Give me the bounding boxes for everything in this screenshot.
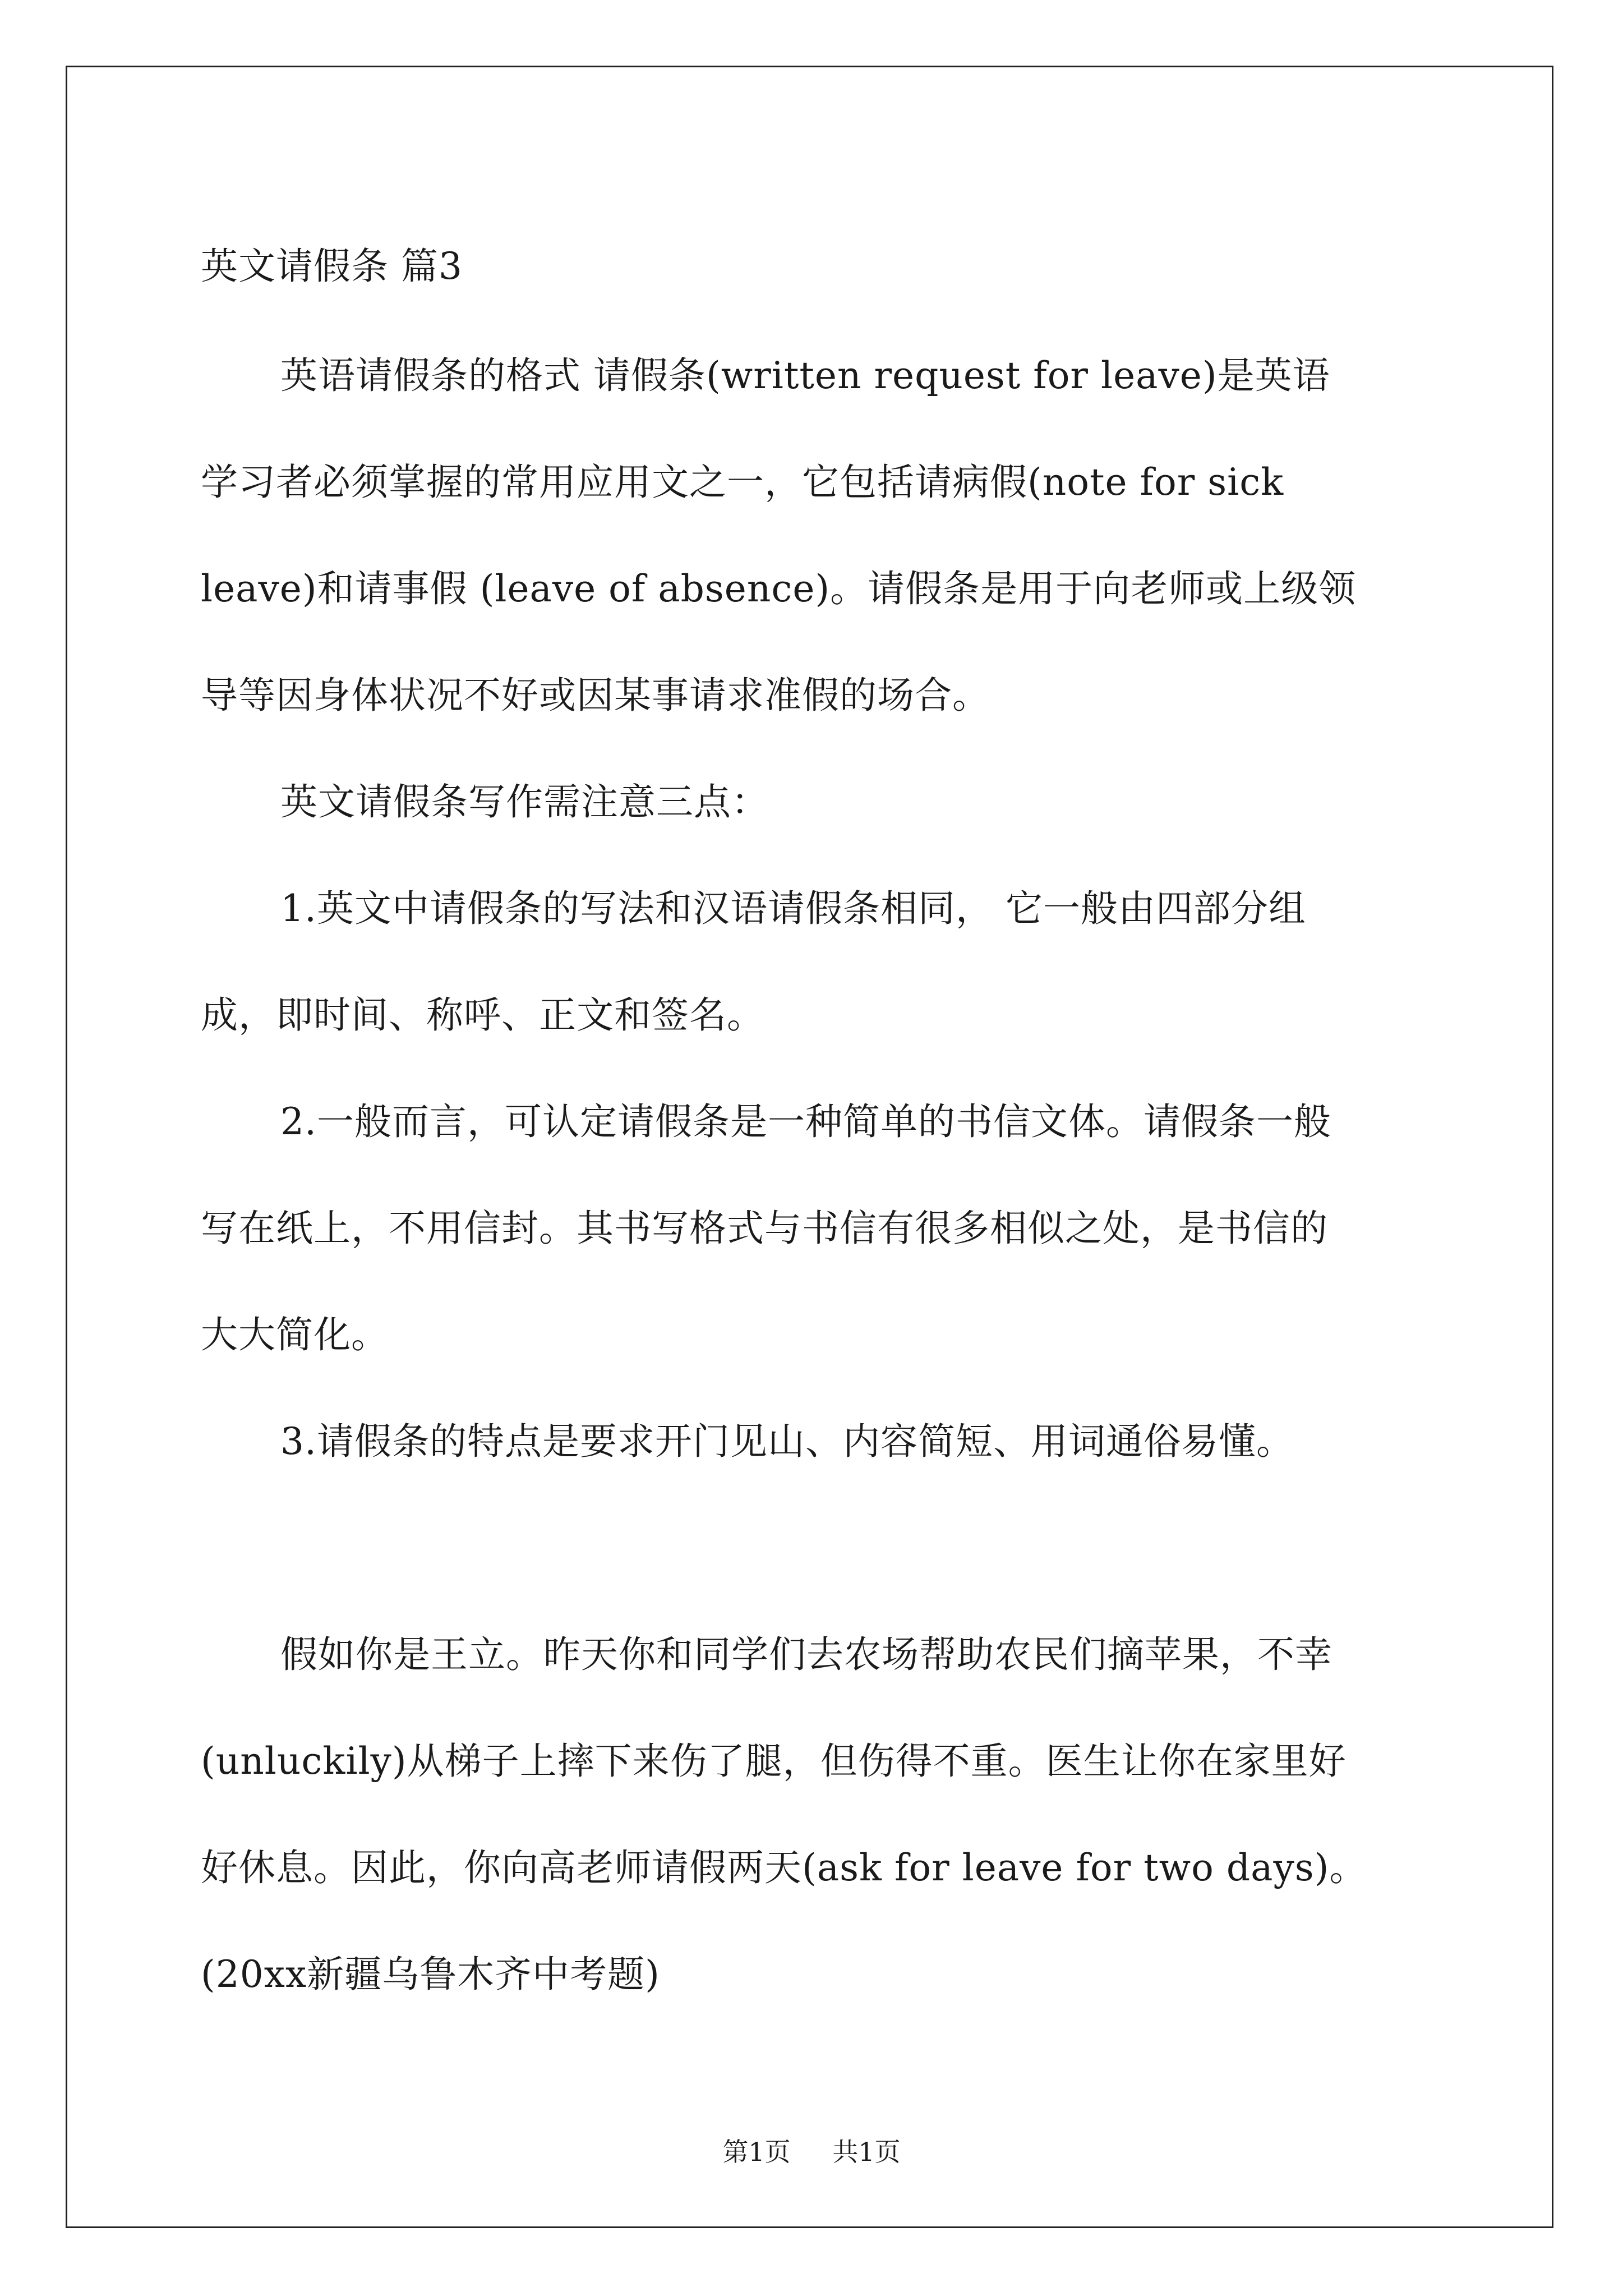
paragraph-line: (20xx新疆乌鲁木齐中考题) xyxy=(201,1953,660,1996)
document-body xyxy=(201,213,1491,2028)
paragraph-line: 英文请假条写作需注意三点： xyxy=(280,780,769,823)
document-heading: 英文请假条 篇3 xyxy=(201,245,463,288)
blank-line xyxy=(201,1495,1491,1602)
page-total: 共1页 xyxy=(832,2137,901,2167)
page-number: 第1页 xyxy=(722,2137,791,2167)
paragraph-line: 导等因身体状况不好或因某事请求准假的场合。 xyxy=(201,674,990,717)
paragraph-line: 好休息。因此，你向高老师请假两天(ask for leave for two days)。 xyxy=(201,1846,1367,1889)
paragraph-line: 假如你是王立。昨天你和同学们去农场帮助农民们摘苹果，不幸 xyxy=(280,1633,1332,1676)
list-item-line: 大大简化。 xyxy=(201,1313,389,1356)
list-item-line: 2.一般而言，可认定请假条是一种简单的书信文体。请假条一般 xyxy=(280,1100,1331,1143)
paragraph-line: 学习者必须掌握的常用应用文之一，它包括请病假(note for sick xyxy=(201,461,1284,504)
paragraph-line: 英语请假条的格式 请假条(written request for leave)是英语 xyxy=(280,354,1330,397)
list-item-line: 写在纸上，不用信封。其书写格式与书信有很多相似之处，是书信的 xyxy=(201,1207,1328,1250)
list-item-line: 3.请假条的特点是要求开门见山、内容简短、用词通俗易懂。 xyxy=(280,1420,1294,1463)
paragraph-line: (unluckily)从梯子上摔下来伤了腿，但伤得不重。医生让你在家里好 xyxy=(201,1740,1347,1783)
page-footer xyxy=(0,2132,1623,2169)
paragraph-line: leave)和请事假 (leave of absence)。请假条是用于向老师或上级领 xyxy=(201,567,1357,610)
list-item-line: 1.英文中请假条的写法和汉语请假条相同， 它一般由四部分组 xyxy=(280,887,1306,930)
list-item-line: 成，即时间、称呼、正文和签名。 xyxy=(201,993,764,1037)
